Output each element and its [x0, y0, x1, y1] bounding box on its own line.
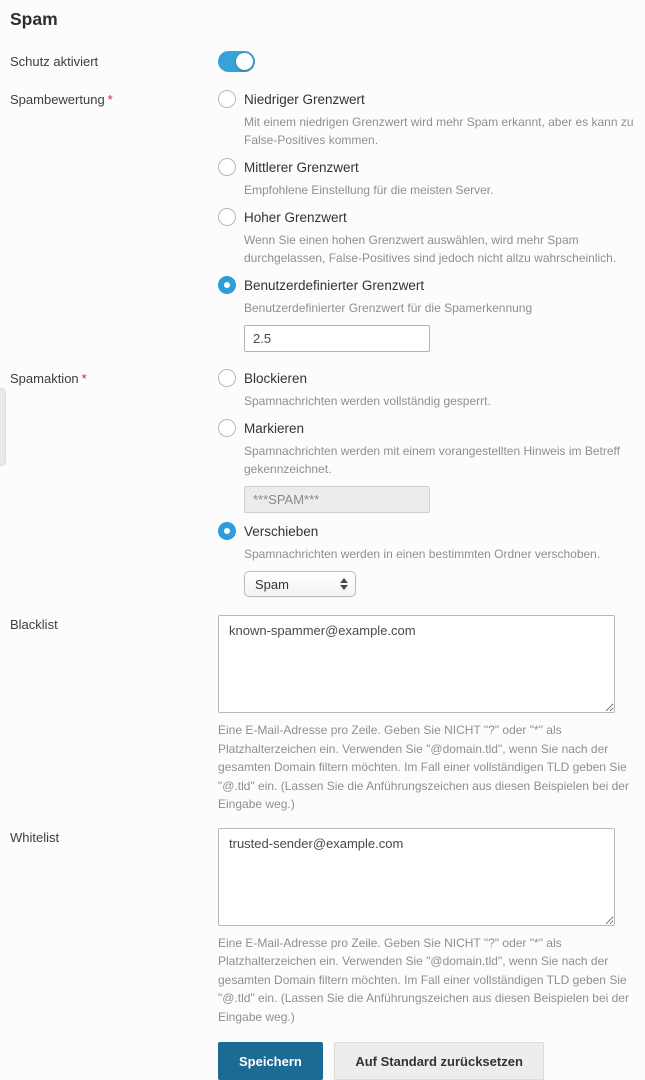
option-description: Empfohlene Einstellung für die meisten Server. [244, 183, 494, 197]
reset-to-default-button[interactable]: Auf Standard zurücksetzen [334, 1042, 544, 1080]
spam-folder-select[interactable] [244, 571, 356, 597]
radio-block[interactable] [218, 369, 236, 387]
save-button[interactable]: Speichern [218, 1042, 323, 1080]
option-label[interactable]: Benutzerdefinierter Grenzwert [244, 277, 425, 293]
option-description: Mit einem niedrigen Grenzwert wird mehr Spam erkannt, aber es kann zu False-Positives kommen. [244, 115, 634, 147]
whitelist-textarea[interactable] [218, 828, 615, 926]
radio-high-threshold[interactable] [218, 208, 236, 226]
option-description: Spamnachrichten werden in einen bestimmten Ordner verschoben. [244, 547, 601, 561]
whitelist-row [10, 828, 635, 1027]
panel-edge-handle[interactable] [0, 388, 6, 466]
radio-medium-threshold[interactable] [218, 158, 236, 176]
protection-row [10, 52, 635, 72]
toggle-knob [236, 53, 253, 70]
spam-action-row [10, 369, 635, 600]
required-asterisk: * [81, 371, 87, 386]
spam-score-label [10, 90, 218, 107]
spam-subject-prefix-input[interactable] [244, 486, 430, 513]
select-value: Spam [255, 576, 289, 592]
page-title: Spam [10, 9, 58, 29]
radio-move[interactable] [218, 522, 236, 540]
spam-action-label-text: Spamaktion [10, 371, 79, 386]
option-label[interactable]: Verschieben [244, 523, 319, 539]
whitelist-label: Whitelist [10, 829, 60, 845]
spam-action-label [10, 369, 218, 386]
option-high-threshold [218, 208, 635, 267]
blacklist-help-text: Eine E-Mail-Adresse pro Zeile. Geben Sie NICHT "?" oder "*" als Platzhalterzeichen ein. Verwenden Sie "@domain.tld", wenn Sie nach der gesamten Domain filtern möchten. Im Fall einer vollständigen TLD geben Sie "@.tld" ein. (Lassen Sie die Anführungszeichen aus diesen Beispielen bei der Eingabe weg.) [218, 723, 629, 811]
protection-label: Schutz aktiviert [10, 54, 99, 69]
blacklist-textarea[interactable] [218, 615, 615, 713]
option-description: Wenn Sie einen hohen Grenzwert auswählen, wird mehr Spam durchgelassen, False-Positives sind jedoch nicht allzu wahrscheinlich. [244, 233, 617, 265]
option-description: Benutzerdefinierter Grenzwert für die Spamerkennung [244, 301, 533, 315]
protection-toggle[interactable] [218, 51, 255, 72]
custom-threshold-input[interactable] [244, 325, 430, 352]
spam-score-row [10, 90, 635, 355]
blacklist-row [10, 615, 635, 814]
option-label[interactable]: Markieren [244, 420, 305, 436]
option-mark [218, 419, 635, 513]
radio-low-threshold[interactable] [218, 90, 236, 108]
actions-row [10, 1042, 635, 1080]
option-description: Spamnachrichten werden vollständig gesperrt. [244, 394, 491, 408]
option-move [218, 522, 635, 597]
option-label[interactable]: Mittlerer Grenzwert [244, 159, 359, 175]
blacklist-label: Blacklist [10, 617, 58, 632]
option-custom-threshold [218, 276, 635, 352]
option-label[interactable]: Hoher Grenzwert [244, 209, 347, 225]
option-label[interactable]: Niedriger Grenzwert [244, 91, 365, 107]
radio-custom-threshold[interactable] [218, 276, 236, 294]
radio-mark[interactable] [218, 419, 236, 437]
option-description: Spamnachrichten werden mit einem vorangestellten Hinweis im Betreff gekennzeichnet. [244, 444, 620, 476]
whitelist-help-text: Eine E-Mail-Adresse pro Zeile. Geben Sie NICHT "?" oder "*" als Platzhalterzeichen ein. Verwenden Sie "@domain.tld", wenn Sie nach der gesamten Domain filtern möchten. Im Fall einer vollständigen TLD geben Sie "@.tld" ein. (Lassen Sie die Anführungszeichen aus diesen Beispielen bei der Eingabe weg.) [218, 935, 629, 1024]
option-block [218, 369, 635, 410]
select-arrows-icon [340, 578, 348, 590]
spam-score-label-text: Spambewertung [10, 92, 105, 107]
option-medium-threshold [218, 158, 635, 199]
option-low-threshold [218, 90, 635, 149]
required-asterisk: * [107, 92, 113, 107]
option-label[interactable]: Blockieren [244, 370, 308, 386]
actions-row-spacer [10, 1042, 218, 1044]
